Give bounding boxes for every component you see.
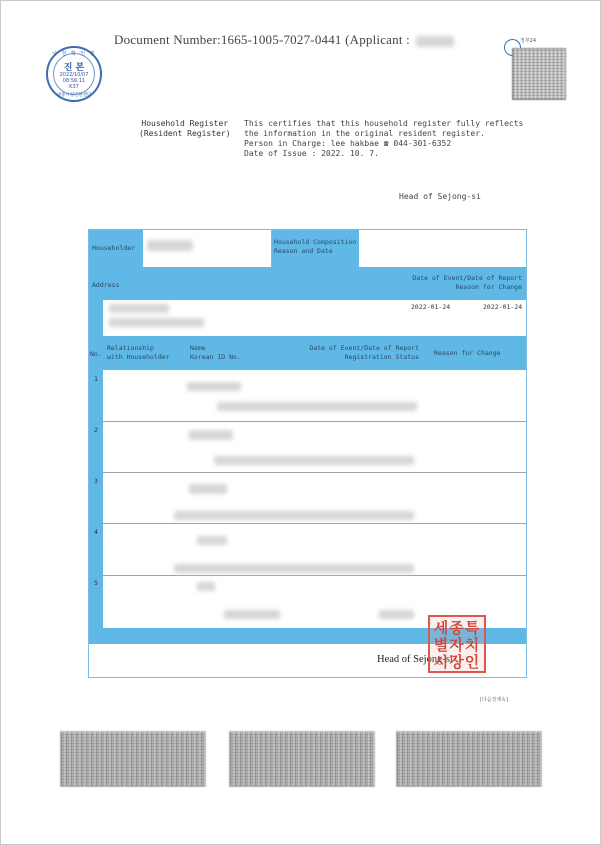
col-event [305,344,419,362]
col-relationship-line1: Relationship [107,344,154,352]
applicant-name-redacted [416,36,454,47]
row-number-band [89,370,103,628]
document-number-prefix: Document Number: [114,32,221,47]
address-date-report: 2022-01-24 [483,303,523,311]
person-in-charge [244,139,523,149]
seal-line-2: 별자치 [433,636,481,654]
member-5-id-redacted [224,610,280,619]
certify-line-1: This certifies that this household register fully reflects [244,119,524,128]
person-label: Person in Charge: [244,139,326,148]
row-number-3: 3 [94,477,98,485]
col-relationship-line2: with Householder [107,353,170,361]
member-4-id-redacted [174,564,414,573]
address-date-event: 2022-01-24 [411,303,451,311]
certification-stamp [46,46,102,102]
title-resident-register: (Resident Register) [139,129,231,138]
row-number-5: 5 [94,579,98,587]
address-event-header [412,274,522,292]
member-5-status-redacted [379,610,414,619]
document-title [139,119,231,139]
continued-next-page: [다음장계속] [480,697,509,703]
phone-icon: ☎ [383,139,389,148]
issue-label: Date of Issue [244,149,307,158]
government24-label: 정부24 [520,38,537,44]
row-number-4: 4 [94,528,98,536]
stamp-time: 08:56:11 [62,78,86,84]
stamp-bottom-text: 세종시청민원센터 [56,93,92,98]
issuer-name: Head of Sejong-si [399,192,481,201]
date-of-issue [244,149,523,159]
address-line1-redacted [109,304,169,313]
issue-date: : 2022. 10. 7. [311,149,379,158]
phone-number: 044-301-6352 [393,139,452,148]
row-divider [103,421,526,422]
row-divider [103,523,526,524]
household-register-table [88,229,527,678]
row-divider [103,575,526,576]
member-2-id-redacted [214,456,414,465]
stamp-date: 2022/10/07 [59,72,89,78]
col-no-label: No. [90,350,102,358]
anti-forgery-barcode-icon [60,731,206,787]
col-name-line2: Korean ID No. [190,353,241,361]
member-3-id-redacted [174,511,414,520]
document-number: 1665-1005-7027-0441 [220,32,342,47]
anti-forgery-barcode-icon [229,731,375,787]
title-household-register: Household Register [141,119,229,128]
qr-code-icon [512,48,566,100]
col-name [190,344,241,362]
col-event-line1: Date of Event/Date of Report [309,344,419,352]
seal-line-1: 세종특 [433,619,481,637]
member-1-id-redacted [217,402,417,411]
address-side-band [89,300,103,336]
member-2-name-redacted [189,430,233,440]
col-event-line2: Registration Status [344,353,419,361]
col-relationship [107,344,170,362]
applicant-label: (Applicant : [341,32,410,47]
row-divider [103,472,526,473]
document-number-line [114,32,454,48]
member-1-name-redacted [187,382,241,391]
seal-line-3: 시장인 [433,653,481,671]
householder-name-redacted [147,240,193,251]
stamp-main-text: 진 본 [63,63,85,73]
footer-issuer: Head of Sejong-si [377,654,453,665]
stamp-arc-text: 시 청 확 인 필 [51,51,96,57]
col-name-line1: Name [190,344,206,352]
address-line2-redacted [109,318,204,327]
col-reason: Reason for Change [434,349,501,357]
member-5-name-redacted [197,582,215,591]
composition-label-line1: Household Composition [274,238,357,246]
composition-label-line2: Reason and Date [274,247,333,255]
row-number-1: 1 [94,375,98,383]
member-4-name-redacted [197,536,227,545]
certify-line-2: the information in the original resident register. [244,129,485,138]
official-seal-icon [428,615,486,673]
row-number-2: 2 [94,426,98,434]
address-reason-label: Reason for Change [455,283,522,291]
address-label: Address [92,281,120,289]
certification-info [244,119,523,159]
address-date-event-label: Date of Event/Date of Report [412,274,522,282]
stamp-code: K37 [69,84,79,90]
member-3-name-redacted [189,484,227,494]
anti-forgery-barcode-icon [396,731,542,787]
householder-label: Householder [92,244,136,252]
composition-label [274,238,356,256]
person-name: lee hakbae [330,139,379,148]
